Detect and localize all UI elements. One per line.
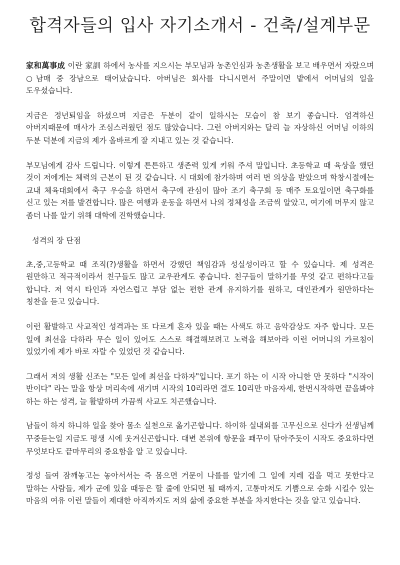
- page-title: 합격자들의 입사 자기소개서 - 건축/설계부문: [29, 16, 371, 36]
- family-motto: 家和萬事成: [26, 61, 66, 70]
- paragraph-personality: 이런 활발하고 사교적인 성격과는 또 다르게 혼자 있을 때는 사색도 하고 음악감상도 자주 합니다. 모든 일에 최선을 다하라 무슨 일이 있어도 스스로 해결해보려고 노력을 해보아라 이런 어머니의 가르침이 있었기에 제가 바로 자랄 수 있었던 것 같습니다.: [26, 321, 374, 357]
- paragraph-perseverance: 정성 들여 잠깨놓고는 놓아서서는 즉 몸으면 거문이 나를를 알기에 그 일에 지레 겁을 먹고 못한다고 말하는 사람들, 제가 군에 있을 때등은 할 줄에 안되면 될 때까지, 고통마저도 기쁨으로 승화 시킬수 있는 마음의 여유 이런 말들이 제대한 아직까지도 저의 삶에 중요한 부분을 차지한다는 것을 알고 있습니다.: [26, 471, 374, 506]
- paragraph-parents: 지금은 정년퇴임을 하셨으며 지금은 두분이 같이 일하시는 모습이 참 보기 좋습니다. 엄격하신 아버지때문에 매사가 조심스러웠던 점도 많았습니다. 그런 아버지와는 달리 늘 자상하신 어머님 이하의 두분 덕분에 지금의 제가 올바르게 잘 지내고 있는 것 같습니다.: [26, 110, 374, 145]
- paragraph-family-background: [26, 60, 374, 98]
- section-heading: 성격의 장 단점: [32, 235, 81, 245]
- paragraph-practice: 남들이 하지 하니하 일을 찾아 몸소 실천으로 옮기곤합니다. 하이하 실내외를 고무신으로 신다가 선생님께 꾸중듣는일 지금도 평생 시에 웃겨신곤합니다. 대변 본위에 항문을 꽤꾸이 닦아주듯이 시작도 중요하다면 무엇보다도 끝마무리의 중요함을 알 고 있습니다.: [26, 421, 374, 456]
- paragraph-health-sports: 부모님에게 감사 드립니다. 이렇게 튼튼하고 생존력 있게 키워 주셔 말입니다. 초등학교 때 육상을 했던 것이 저에게는 체력의 근본이 된 것 같습니다. 시 대회에 참가하며 여러 번 의상을 받았으며 학창시절에는 교내 체육대회에서 축구 우승을 하면서 축구에 관심이 많아 조기 축구회 등 매주 토요일이면 축구화를 신고 있는 저를 발견합니다. 많은 여행과 운동을 하면서 나의 정체성을 조금씩 알았고, 여기에 머무지 않고 좀더 나를 알기 위해 대학에 진학했습니다.: [26, 160, 374, 220]
- paragraph-life-motto: 그래서 저의 생활 신조는 "모든 일에 최선을 다하자"입니다. 포기 하는 이 시작 아니한 만 못하다 "시작이 반이다" 라는 말을 항상 머리속에 새기며 시작의 10리라면 결도 10리만 마음자세, 한번시작하면 끝을봐야 하는 하는 성격, 늘 활발하며 가끔씩 사교도 치곤했습니다.: [26, 371, 374, 406]
- paragraph-text: 이란 家訓 하에서 농사를 지으시는 부모님과 농촌인심과 농촌생활을 보고 배우면서 자랐으며 ○남매 중 장남으로 태어났습니다. 아버님은 회사를 다니시면서 주말이면 밭에서 어머님의 일을 도우셨습니다.: [26, 61, 374, 96]
- paragraph-strengths: 초,중,고등학교 때 조직(?)생활을 하면서 강했던 책임감과 성실성이라고 할 수 있습니다. 제 성격은 원만하고 적극적이라서 친구들도 많고 교우관계도 좋습니다. 친구들이 말하기를 무엇 같고 편하다고들 합니다. 저 역시 타인과 자연스럽고 부담 없는 편한 관계 유지하기를 원하고, 대인관계가 원만하다는 칭찬을 듣고 있습니다.: [26, 259, 374, 307]
